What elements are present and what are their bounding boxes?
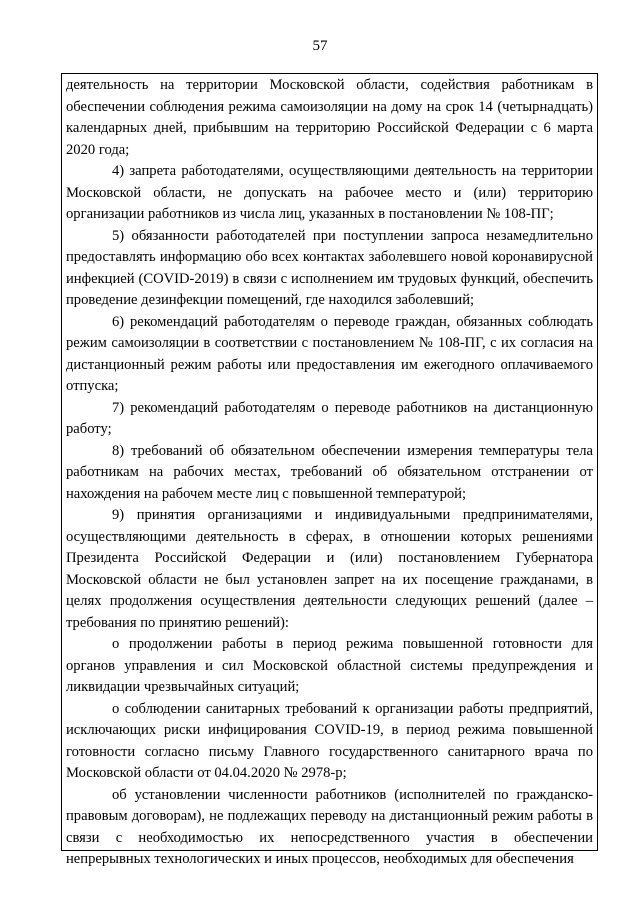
document-body bbox=[62, 74, 597, 871]
paragraph-continuation: деятельность на территории Московской области, содействия работникам в обеспечении соблюдения режима самоизоляции на дому на срок 14 (четырнадцать) календарных дней, прибывшим на территорию Российской Федерации с 6 марта 2020 года; bbox=[66, 77, 593, 158]
paragraph-item-4: 4) запрета работодателями, осуществляющими деятельность на территории Московской области, не допускать на рабочее место и (или) территорию организации работников из числа лиц, указанных в постановлении № 108-ПГ; bbox=[66, 163, 593, 222]
paragraph-subitem-sanitary-requirements: о соблюдении санитарных требований к организации работы предприятий, исключающих риски инфицирования COVID-19, в период режима повышенной готовности согласно письму Главного государственного санитарного врача по Московской области от 04.04.2020 № 2978-р; bbox=[66, 700, 593, 781]
paragraph-item-5: 5) обязанности работодателей при поступлении запроса незамедлительно предоставлять информацию обо всех контактах заболевшего новой коронавирусной инфекцией (COVID-2019) в связи с исполнением им трудовых функций, обеспечить проведение дезинфекции помещений, где находился заболевший; bbox=[66, 227, 593, 308]
paragraph-item-6: 6) рекомендаций работодателям о переводе граждан, обязанных соблюдать режим самоизоляции в соответствии с постановлением № 108-ПГ, с их согласия на дистанционный режим работы или предоставления им ежегодного оплачиваемого отпуска; bbox=[66, 313, 593, 394]
paragraph-subitem-continue-work: о продолжении работы в период режима повышенной готовности для органов управления и сил Московской областной системы предупреждения и ликвидации чрезвычайных ситуаций; bbox=[66, 636, 593, 695]
paragraph-item-9: 9) принятия организациями и индивидуальными предпринимателями, осуществляющими деятельность в сферах, в отношении которых решениями Президента Российской Федерации и (или) постановлением Губернатора Московской области не был установлен запрет на их посещение гражданами, в целях продолжения осуществления деятельности следующих решений (далее – требования по принятию решений): bbox=[66, 507, 593, 631]
paragraph-item-8: 8) требований об обязательном обеспечении измерения температуры тела работникам на рабочих местах, требований об обязательном отстранении от нахождения на рабочем месте лиц с повышенной температурой; bbox=[66, 442, 593, 502]
paragraph-item-7: 7) рекомендаций работодателям о переводе работников на дистанционную работу; bbox=[66, 399, 593, 437]
page-number: 57 bbox=[312, 38, 328, 54]
paragraph-subitem-staff-numbers: об установлении численности работников (исполнителей по гражданско-правовым договорам), не подлежащих переводу на дистанционный режим работы в связи с необходимостью их непосредственного участия в обеспечении непрерывных технологических и иных процессов, необходимых для обеспечения bbox=[66, 786, 593, 867]
document-text-frame bbox=[61, 73, 598, 867]
